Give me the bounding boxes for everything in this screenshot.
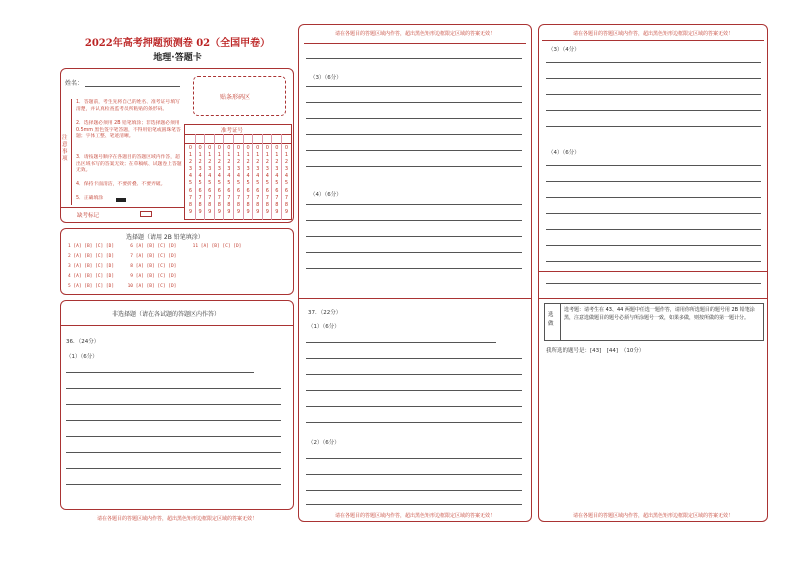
ticket-column-divider (262, 134, 263, 220)
ticket-digit-bubble[interactable]: 2 (284, 159, 289, 166)
ticket-digit-bubble[interactable]: 3 (217, 166, 221, 173)
ticket-digit-bubble[interactable]: 8 (188, 201, 193, 208)
ticket-digit-bubble[interactable]: 1 (256, 152, 260, 159)
answer-line[interactable] (306, 268, 522, 269)
col2-divider (298, 298, 532, 299)
ticket-digit-bubble[interactable]: 4 (256, 173, 260, 180)
answer-line[interactable] (306, 134, 522, 135)
ticket-digit-bubble[interactable]: 0 (208, 145, 212, 151)
mcq-row-1[interactable]: 1 [A] [B] [C] [D] 6 [A] [B] [C] [D] 11 [A] [B] [C] [D] (68, 244, 242, 249)
ticket-digit-bubble[interactable]: 9 (208, 208, 212, 215)
ticket-digit-column[interactable] (282, 145, 291, 216)
ticket-digit-bubble[interactable]: 9 (236, 208, 241, 215)
answer-line[interactable] (306, 422, 522, 423)
q37-1-label: （1）（6分） (308, 324, 340, 330)
ticket-digit-bubble[interactable]: 8 (198, 201, 202, 208)
col2-top-rule (304, 43, 526, 44)
ticket-digit-bubble[interactable]: 6 (265, 187, 269, 194)
ticket-digit-bubble[interactable]: 0 (188, 145, 193, 151)
ticket-digit-bubble[interactable]: 6 (208, 187, 212, 194)
col2-top-warning: 请在各题目的答题区域内作答，超出黑色矩形边框限定区域的答案无效！ (334, 31, 495, 37)
ticket-digit-bubble[interactable]: 6 (188, 187, 193, 194)
ticket-digit-bubble[interactable]: 4 (275, 173, 279, 180)
col1-bottom-warning: 请在各题目的答题区域内作答，超出黑色矩形边框限定区域的答案无效！ (96, 516, 257, 522)
ticket-digit-bubble[interactable]: 9 (246, 208, 250, 215)
ticket-digit-bubble[interactable]: 6 (275, 187, 279, 194)
mcq-row-4[interactable]: 4 [A] [B] [C] [D] 9 [A] [B] [C] [D] (68, 274, 177, 279)
ticket-digit-bubble[interactable]: 9 (284, 208, 289, 215)
answer-line[interactable] (306, 374, 522, 375)
ticket-digit-bubble[interactable]: 3 (188, 166, 193, 173)
col3-divider (538, 271, 768, 272)
ticket-digit-bubble[interactable]: 7 (256, 194, 260, 201)
answer-line[interactable] (66, 404, 281, 405)
answer-line[interactable] (546, 245, 761, 246)
answer-line[interactable] (546, 62, 761, 63)
answer-line[interactable] (306, 236, 522, 237)
ticket-digit-bubble[interactable]: 9 (217, 208, 221, 215)
answer-line[interactable] (66, 436, 281, 437)
ticket-digit-bubble[interactable]: 4 (208, 173, 212, 180)
q36-1-label: （1）（6分） (66, 354, 98, 360)
answer-line[interactable] (306, 490, 522, 491)
answer-line[interactable] (306, 166, 522, 167)
ticket-digit-bubble[interactable]: 9 (265, 208, 269, 215)
ticket-digit-bubble[interactable]: 1 (284, 152, 289, 159)
ticket-digit-bubble[interactable]: 3 (227, 166, 231, 173)
ticket-digit-bubble[interactable]: 4 (265, 173, 269, 180)
mcq-row-2[interactable]: 2 [A] [B] [C] [D] 7 [A] [B] [C] [D] (68, 254, 177, 259)
ticket-column-divider (252, 134, 253, 220)
ticket-digit-bubble[interactable]: 2 (227, 159, 231, 166)
ticket-digit-bubble[interactable]: 1 (198, 152, 202, 159)
answer-line[interactable] (546, 126, 761, 127)
notice-item-4: 4．保持卡面清洁，不要折叠、不要弄破。 (76, 182, 166, 187)
ticket-digit-bubble[interactable]: 6 (256, 187, 260, 194)
ticket-digit-bubble[interactable]: 1 (208, 152, 212, 159)
ticket-digit-bubble[interactable]: 3 (208, 166, 212, 173)
ticket-digit-bubble[interactable]: 3 (236, 166, 241, 173)
q36-label: 36．（24分） (66, 339, 100, 345)
mcq-row-5[interactable]: 5 [A] [B] [C] [D] 10 [A] [B] [C] [D] (68, 284, 177, 289)
absent-checkbox[interactable] (140, 211, 152, 217)
ticket-digit-bubble[interactable]: 5 (188, 180, 193, 187)
choice-label: 选做 (548, 312, 554, 327)
answer-line[interactable] (66, 484, 281, 485)
answer-line[interactable] (306, 204, 522, 205)
name-field[interactable] (85, 86, 180, 87)
ticket-label: 准考证号 (221, 128, 244, 134)
ticket-digit-bubble[interactable]: 1 (188, 152, 193, 159)
col3-bottom-warning: 请在各题目的答题区域内作答，超出黑色矩形边框限定区域的答案无效！ (572, 513, 733, 519)
ticket-digit-bubble[interactable]: 5 (284, 180, 289, 187)
absent-row (60, 207, 184, 208)
ticket-digit-bubble[interactable]: 8 (236, 201, 241, 208)
ticket-digit-bubble[interactable]: 5 (236, 180, 241, 187)
ticket-digit-bubble[interactable]: 7 (198, 194, 202, 201)
notice-label: 注意事项 (62, 135, 68, 162)
ticket-write-line (184, 143, 292, 144)
ticket-digit-bubble[interactable]: 1 (275, 152, 279, 159)
answer-line[interactable] (546, 213, 761, 214)
answer-line[interactable] (306, 102, 522, 103)
answer-line[interactable] (66, 452, 281, 453)
ticket-digit-bubble[interactable]: 1 (236, 152, 241, 159)
ticket-digit-bubble[interactable]: 0 (275, 145, 279, 151)
ticket-column-divider (195, 134, 196, 220)
ticket-digit-bubble[interactable]: 4 (246, 173, 250, 180)
ticket-column-divider (214, 134, 215, 220)
ticket-digit-bubble[interactable]: 5 (227, 180, 231, 187)
ticket-digit-bubble[interactable]: 7 (227, 194, 231, 201)
ticket-digit-bubble[interactable]: 8 (275, 201, 279, 208)
ticket-column-divider (271, 134, 272, 220)
col3-top-rule (542, 40, 764, 41)
ticket-digit-bubble[interactable]: 7 (236, 194, 241, 201)
ticket-digit-bubble[interactable]: 9 (256, 208, 260, 215)
ticket-digit-bubble[interactable]: 1 (227, 152, 231, 159)
answer-line[interactable] (546, 165, 761, 166)
ticket-digit-bubble[interactable]: 6 (227, 187, 231, 194)
notice-item-1: 1．答题前，考生先将自己的姓名、准考证号填写清楚，并认真检查监考员所粘贴的条形码。 (76, 100, 180, 112)
ticket-digit-bubble[interactable]: 7 (284, 194, 289, 201)
answer-line[interactable] (546, 78, 761, 79)
barcode-label: 贴条形码区 (220, 94, 251, 101)
answer-line[interactable] (306, 220, 522, 221)
answer-line[interactable] (306, 342, 496, 343)
col3-divider-2 (538, 298, 768, 299)
ticket-digit-bubble[interactable]: 6 (198, 187, 202, 194)
answer-line[interactable] (306, 474, 522, 475)
answer-line[interactable] (306, 504, 522, 505)
answer-line[interactable] (546, 94, 761, 95)
col2-bottom-warning: 请在各题目的答题区域内作答，超出黑色矩形边框限定区域的答案无效！ (334, 513, 495, 519)
ticket-digit-bubble[interactable]: 0 (227, 145, 231, 151)
ticket-digit-bubble[interactable]: 8 (265, 201, 269, 208)
ticket-digit-bubble[interactable]: 2 (208, 159, 212, 166)
ticket-digit-bubble[interactable]: 3 (256, 166, 260, 173)
ticket-digit-bubble[interactable]: 2 (217, 159, 221, 166)
answer-line[interactable] (546, 181, 761, 182)
ticket-digit-bubble[interactable]: 2 (265, 159, 269, 166)
ticket-column-divider (243, 134, 244, 220)
ticket-digit-bubble[interactable]: 4 (227, 173, 231, 180)
answer-line[interactable] (546, 283, 761, 284)
ticket-digit-bubble[interactable]: 5 (265, 180, 269, 187)
ticket-digit-bubble[interactable]: 8 (227, 201, 231, 208)
ticket-digit-bubble[interactable]: 0 (246, 145, 250, 151)
col3-q4-label: （4）（6分） (548, 150, 580, 156)
ticket-digit-bubble[interactable]: 6 (284, 187, 289, 194)
ticket-digit-bubble[interactable]: 5 (217, 180, 221, 187)
answer-line[interactable] (306, 118, 522, 119)
ticket-digit-bubble[interactable]: 4 (217, 173, 221, 180)
mcq-title: 选择题（请用 2B 铅笔填涂） (126, 234, 204, 241)
exam-title: 2022年高考押题预测卷 02（全国甲卷） (84, 38, 271, 49)
ticket-digit-bubble[interactable]: 4 (284, 173, 289, 180)
answer-line[interactable] (546, 197, 761, 198)
ticket-digit-bubble[interactable]: 8 (208, 201, 212, 208)
ticket-digit-bubble[interactable]: 3 (265, 166, 269, 173)
ticket-digit-bubble[interactable]: 3 (246, 166, 250, 173)
answer-line[interactable] (306, 358, 522, 359)
col2-box (298, 24, 532, 522)
ticket-digit-bubble[interactable]: 2 (236, 159, 241, 166)
name-label: 姓名： (65, 80, 84, 87)
ticket-digit-bubble[interactable]: 8 (256, 201, 260, 208)
ticket-column-divider (281, 134, 282, 220)
notice-item-2: 2．选择题必须用 2B 铅笔填涂；非选择题必须用 0.5mm 黑色签字笔答题，不得用铅笔或圆珠笔答题；字体工整、笔迹清晰。 (76, 121, 181, 140)
ticket-digit-bubble[interactable]: 4 (188, 173, 193, 180)
card-subtitle: 地理·答题卡 (153, 53, 202, 63)
answer-line[interactable] (66, 468, 281, 469)
answer-line[interactable] (306, 86, 522, 87)
notice-item-3: 3．请按题号顺序在各题目的答题区域内作答，超出区域书写的答案无效；在草稿纸、试题卷上答题无效。 (76, 155, 182, 174)
ticket-digit-bubble[interactable]: 8 (284, 201, 289, 208)
ticket-digit-bubble[interactable]: 2 (188, 159, 193, 166)
ticket-column-divider (233, 134, 234, 220)
ticket-digit-bubble[interactable]: 2 (256, 159, 260, 166)
ticket-digit-bubble[interactable]: 9 (275, 208, 279, 215)
ticket-digit-bubble[interactable]: 4 (236, 173, 241, 180)
ticket-digit-bubble[interactable]: 0 (265, 145, 269, 151)
absent-label: 缺考标记 (77, 213, 100, 219)
ticket-digit-bubble[interactable]: 0 (217, 145, 221, 151)
col3-q3-label: （3）（4分） (548, 47, 580, 53)
ticket-digit-bubble[interactable]: 7 (217, 194, 221, 201)
ticket-digit-bubble[interactable]: 2 (275, 159, 279, 166)
answer-line[interactable] (546, 261, 761, 262)
ticket-column-divider (204, 134, 205, 220)
answer-line[interactable] (546, 229, 761, 230)
ticket-digit-bubble[interactable]: 1 (217, 152, 221, 159)
ticket-digit-bubble[interactable]: 3 (275, 166, 279, 173)
ticket-digit-bubble[interactable]: 5 (198, 180, 202, 187)
ticket-digit-bubble[interactable]: 1 (265, 152, 269, 159)
answer-line[interactable] (306, 406, 522, 407)
ticket-digit-bubble[interactable]: 6 (217, 187, 221, 194)
ticket-digit-bubble[interactable]: 1 (246, 152, 250, 159)
ticket-digit-bubble[interactable]: 2 (198, 159, 202, 166)
ticket-digit-bubble[interactable]: 0 (236, 145, 241, 151)
answer-line[interactable] (306, 458, 522, 459)
ticket-digit-bubble[interactable]: 0 (284, 145, 289, 151)
ticket-digit-bubble[interactable]: 2 (246, 159, 250, 166)
choice-numbers[interactable]: 我所选的题号是：[43] [44] （10分） (546, 348, 645, 354)
ticket-digit-bubble[interactable]: 5 (275, 180, 279, 187)
mcq-row-3[interactable]: 3 [A] [B] [C] [D] 8 [A] [B] [C] [D] (68, 264, 177, 269)
ticket-digit-bubble[interactable]: 3 (198, 166, 202, 173)
answer-line[interactable] (546, 110, 761, 111)
ticket-digit-bubble[interactable]: 0 (256, 145, 260, 151)
ticket-digit-bubble[interactable]: 5 (246, 180, 250, 187)
ticket-digit-bubble[interactable]: 7 (188, 194, 193, 201)
ticket-column-divider (223, 134, 224, 220)
q37-label: 37．（22分） (308, 310, 342, 316)
ticket-digit-bubble[interactable]: 9 (188, 208, 193, 215)
notice-item-5: 5．正确填涂 (76, 196, 104, 201)
col3-box (538, 24, 768, 522)
ticket-digit-bubble[interactable]: 7 (275, 194, 279, 201)
q37-2-label: （2）（6分） (308, 440, 340, 446)
answer-line[interactable] (66, 420, 281, 421)
ticket-digit-bubble[interactable]: 6 (246, 187, 250, 194)
choice-text: 选考题：请考生在 43、44 两题中任选一题作答，请用你所选题目的题号用 2B 铅笔涂黑，注意选做题目的题号必须与所涂题号一致，如果多做，则按所做的第一题计分。 (564, 307, 755, 321)
answer-line[interactable] (66, 388, 281, 389)
ticket-digit-bubble[interactable]: 5 (208, 180, 212, 187)
col2-q3-label: （3）（6分） (310, 75, 342, 81)
ticket-digit-bubble[interactable]: 7 (246, 194, 250, 201)
col3-top-warning: 请在各题目的答题区域内作答，超出黑色矩形边框限定区域的答案无效！ (572, 31, 733, 37)
ticket-digit-bubble[interactable]: 9 (198, 208, 202, 215)
ticket-digit-bubble[interactable]: 8 (246, 201, 250, 208)
ticket-digit-bubble[interactable]: 4 (198, 173, 202, 180)
ticket-digit-bubble[interactable]: 9 (227, 208, 231, 215)
answer-line[interactable] (306, 58, 522, 59)
ticket-digit-bubble[interactable]: 7 (208, 194, 212, 201)
answer-line[interactable] (306, 150, 522, 151)
answer-line[interactable] (306, 252, 522, 253)
ticket-digit-bubble[interactable]: 5 (256, 180, 260, 187)
ticket-digit-bubble[interactable]: 3 (284, 166, 289, 173)
ticket-digit-bubble[interactable]: 6 (236, 187, 241, 194)
filled-sample-icon (116, 198, 126, 202)
answer-line[interactable] (306, 390, 522, 391)
answer-line[interactable] (66, 372, 254, 373)
ticket-digit-bubble[interactable]: 7 (265, 194, 269, 201)
ticket-digit-bubble[interactable]: 0 (198, 145, 202, 151)
col2-q4-label: （4）（6分） (310, 192, 342, 198)
ticket-header-line (184, 134, 292, 135)
nonmcq-title: 非选择题（请在各试题的答题区内作答） (112, 311, 221, 318)
ticket-digit-bubble[interactable]: 8 (217, 201, 221, 208)
